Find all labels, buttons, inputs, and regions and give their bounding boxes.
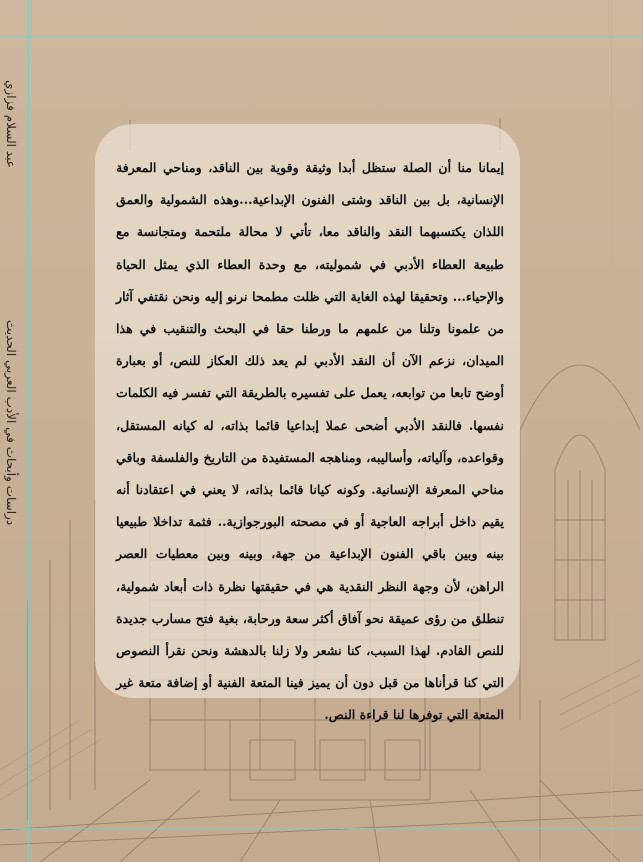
- running-header-series: دراسات وأبحاث في الأدب العربي الحديث: [4, 320, 18, 526]
- guide-line-bottom: [0, 828, 643, 829]
- guide-line-left: [28, 0, 29, 862]
- running-header-author: عبد السلام فزازي: [4, 80, 18, 168]
- guide-line-top: [0, 36, 643, 37]
- guide-line-right: [611, 0, 612, 862]
- body-paragraph: إيمانا منا أن الصلة ستظل أبدا وثيقة وقوية بين الناقد، ومناحي المعرفة الإنسانية، بل بين الناقد وشتى الفنون الإبداعية...وهذه الشمولية والعمق اللذان يكتسبهما النقد والناقد معا، تأتي لا محالة ملتحمة ومتجانسة مع طبيعة العطاء الأدبي في شموليته، مع وحدة العطاء الذي يمثل الحياة والإحياء... وتحقيقا لهذه الغاية التي ظلت مطمحا نرنو إليه ونحن نقتفي آثار من علمونا وتلنا من علمهم ما ورطنا حقا في البحث والتنقيب في هذا الميدان، نزعم الآن أن النقد الأدبي لم يعد ذلك العكاز للنص، أو بعبارة أوضح تابعا من توابعه، يعمل على تفسيره بالطريقة التي تفسر فيه الكلمات نفسها. فالنقد الأدبي أضحى عملا إبداعيا قائما بذاته، له كيانه المستقل، وقواعده، وآلياته، وأساليبه، ومناهجه المستفيدة من التاريخ والفلسفة وباقي مناحي المعرفة الإنسانية. وكونه كيانا قائما بذاته، لا يعني في اعتقادنا أنه يقيم داخل أبراجه العاجية أو في مصحته البورجوازية.. فثمة تداخلا طبيعيا بينه وبين باقي الفنون الإبداعية من جهة، وبينه وبين معطيات العصر الراهن، لأن وجهة النظر النقدية هي في حقيقتها نظرة ذات أبعاد شمولية، تنطلق من رؤى عميقة نحو آفاق أكثر سعة ورحابة، بغية فتح مسارب جديدة للنص القادم. لهذا السبب، كنا نشعر ولا زلنا بالدهشة ونحن نقرأ النصوص التي كنا قرأناها من قبل دون أن يميز فينا المتعة الفنية أو إضافة متعة غير المتعة التي توفرها لنا قراءة النص.: [116, 160, 504, 723]
